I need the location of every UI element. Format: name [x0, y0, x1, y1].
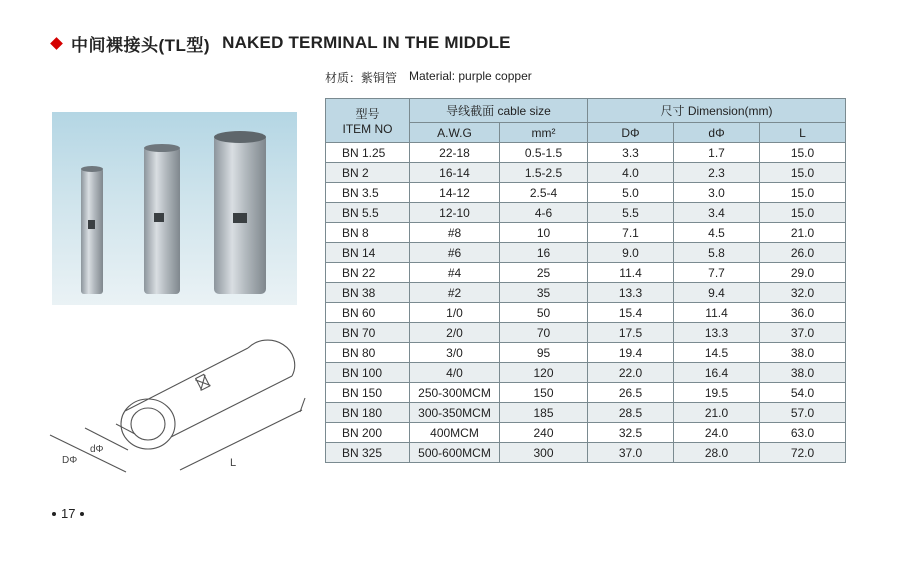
awg-cell: 400MCM: [410, 423, 500, 443]
mm2-cell: 35: [500, 283, 588, 303]
material-english: Material: purple copper: [409, 69, 532, 83]
awg-cell: 16-14: [410, 163, 500, 183]
outer-d-cell: 26.5: [588, 383, 674, 403]
outer-d-cell: 4.0: [588, 163, 674, 183]
inner-d-cell: 24.0: [674, 423, 760, 443]
outer-d-cell: 17.5: [588, 323, 674, 343]
title-english: NAKED TERMINAL IN THE MIDDLE: [222, 33, 511, 52]
outer-d-header: DΦ: [588, 123, 674, 143]
outer-diameter-label: DΦ: [62, 455, 78, 466]
item-cell: BN 8: [326, 223, 410, 243]
inner-d-cell: 13.3: [674, 323, 760, 343]
inner-d-header: dΦ: [674, 123, 760, 143]
material-chinese: 材质：紫铜管: [325, 71, 398, 85]
inner-d-cell: 14.5: [674, 343, 760, 363]
inner-d-cell: 3.4: [674, 203, 760, 223]
mm2-cell: 300: [500, 443, 588, 463]
diamond-bullet-icon: [50, 37, 63, 50]
length-label: L: [230, 457, 237, 469]
table-row: [326, 263, 846, 283]
awg-cell: 12-10: [410, 203, 500, 223]
awg-cell: 300-350MCM: [410, 403, 500, 423]
table-row: [326, 383, 846, 403]
length-cell: 36.0: [760, 303, 846, 323]
page-number: [52, 506, 84, 521]
awg-cell: 22-18: [410, 143, 500, 163]
table-header-row: [326, 99, 846, 123]
outer-d-cell: 3.3: [588, 143, 674, 163]
mm2-cell: 1.5-2.5: [500, 163, 588, 183]
table-row: [326, 403, 846, 423]
item-cell: BN 70: [326, 323, 410, 343]
length-cell: 38.0: [760, 363, 846, 383]
length-cell: 26.0: [760, 243, 846, 263]
inner-d-cell: 21.0: [674, 403, 760, 423]
outer-d-cell: 37.0: [588, 443, 674, 463]
awg-cell: 250-300MCM: [410, 383, 500, 403]
table-row: [326, 363, 846, 383]
spec-table: [325, 98, 846, 463]
awg-cell: 500-600MCM: [410, 443, 500, 463]
title-chinese: 中间裸接头(TL型): [71, 35, 211, 55]
item-cell: BN 325: [326, 443, 410, 463]
cable-size-header: 导线截面 cable size: [410, 99, 588, 123]
table-row: [326, 343, 846, 363]
table-row: [326, 303, 846, 323]
table-row: [326, 323, 846, 343]
item-cell: BN 14: [326, 243, 410, 263]
outer-d-cell: 28.5: [588, 403, 674, 423]
outer-d-cell: 11.4: [588, 263, 674, 283]
mm2-cell: 95: [500, 343, 588, 363]
table-row: [326, 423, 846, 443]
awg-cell: #6: [410, 243, 500, 263]
inner-d-cell: 11.4: [674, 303, 760, 323]
awg-cell: 1/0: [410, 303, 500, 323]
mm2-cell: 120: [500, 363, 588, 383]
awg-cell: 2/0: [410, 323, 500, 343]
item-cell: BN 3.5: [326, 183, 410, 203]
mm2-cell: 25: [500, 263, 588, 283]
page-heading: [52, 32, 511, 54]
outer-d-cell: 22.0: [588, 363, 674, 383]
outer-d-cell: 19.4: [588, 343, 674, 363]
inner-d-cell: 3.0: [674, 183, 760, 203]
dimension-drawing: [40, 320, 330, 490]
length-cell: 15.0: [760, 203, 846, 223]
length-cell: 72.0: [760, 443, 846, 463]
length-cell: 54.0: [760, 383, 846, 403]
table-row: [326, 163, 846, 183]
awg-cell: 3/0: [410, 343, 500, 363]
length-cell: 15.0: [760, 183, 846, 203]
mm2-cell: 0.5-1.5: [500, 143, 588, 163]
item-cell: BN 100: [326, 363, 410, 383]
awg-cell: #8: [410, 223, 500, 243]
page-number-text: 17: [61, 506, 76, 521]
length-cell: 57.0: [760, 403, 846, 423]
table-row: [326, 183, 846, 203]
product-photo: [52, 112, 297, 305]
outer-d-cell: 5.0: [588, 183, 674, 203]
tube-line-drawing: [40, 320, 330, 490]
inner-d-cell: 7.7: [674, 263, 760, 283]
item-cell: BN 1.25: [326, 143, 410, 163]
table-row: [326, 143, 846, 163]
awg-cell: #2: [410, 283, 500, 303]
item-cell: BN 200: [326, 423, 410, 443]
mm2-cell: 16: [500, 243, 588, 263]
item-header: [326, 99, 410, 143]
length-cell: 63.0: [760, 423, 846, 443]
outer-d-cell: 7.1: [588, 223, 674, 243]
awg-cell: #4: [410, 263, 500, 283]
item-cell: BN 2: [326, 163, 410, 183]
outer-d-cell: 5.5: [588, 203, 674, 223]
item-cell: BN 38: [326, 283, 410, 303]
dot-icon: [52, 512, 56, 516]
table-row: [326, 283, 846, 303]
inner-d-cell: 5.8: [674, 243, 760, 263]
inner-d-cell: 4.5: [674, 223, 760, 243]
item-cell: BN 5.5: [326, 203, 410, 223]
mm2-cell: 240: [500, 423, 588, 443]
inner-d-cell: 9.4: [674, 283, 760, 303]
length-cell: 15.0: [760, 163, 846, 183]
inner-d-cell: 2.3: [674, 163, 760, 183]
length-cell: 38.0: [760, 343, 846, 363]
item-cell: BN 150: [326, 383, 410, 403]
outer-d-cell: 15.4: [588, 303, 674, 323]
table-row: [326, 203, 846, 223]
mm2-cell: 10: [500, 223, 588, 243]
table-row: [326, 223, 846, 243]
mm2-cell: 185: [500, 403, 588, 423]
mm2-cell: 4-6: [500, 203, 588, 223]
awg-cell: 14-12: [410, 183, 500, 203]
length-cell: 32.0: [760, 283, 846, 303]
outer-d-cell: 32.5: [588, 423, 674, 443]
item-header-cn: 型号: [355, 107, 380, 121]
length-cell: 29.0: [760, 263, 846, 283]
outer-d-cell: 9.0: [588, 243, 674, 263]
length-header: L: [760, 123, 846, 143]
inner-d-cell: 16.4: [674, 363, 760, 383]
item-cell: BN 22: [326, 263, 410, 283]
table-row: [326, 443, 846, 463]
mm2-cell: 70: [500, 323, 588, 343]
inner-d-cell: 28.0: [674, 443, 760, 463]
outer-d-cell: 13.3: [588, 283, 674, 303]
mm2-header: mm²: [500, 123, 588, 143]
dimension-header: 尺寸 Dimension(mm): [588, 99, 846, 123]
awg-header: A.W.G: [410, 123, 500, 143]
mm2-cell: 2.5-4: [500, 183, 588, 203]
inner-d-cell: 1.7: [674, 143, 760, 163]
length-cell: 21.0: [760, 223, 846, 243]
item-cell: BN 80: [326, 343, 410, 363]
item-header-en: ITEM NO: [342, 122, 393, 136]
length-cell: 37.0: [760, 323, 846, 343]
mm2-cell: 50: [500, 303, 588, 323]
terminal-tubes-illustration: [52, 112, 297, 305]
length-cell: 15.0: [760, 143, 846, 163]
inner-d-cell: 19.5: [674, 383, 760, 403]
mm2-cell: 150: [500, 383, 588, 403]
dot-icon: [80, 512, 84, 516]
item-cell: BN 180: [326, 403, 410, 423]
item-cell: BN 60: [326, 303, 410, 323]
material-note: [325, 69, 532, 86]
inner-diameter-label: dΦ: [90, 444, 104, 455]
awg-cell: 4/0: [410, 363, 500, 383]
table-row: [326, 243, 846, 263]
